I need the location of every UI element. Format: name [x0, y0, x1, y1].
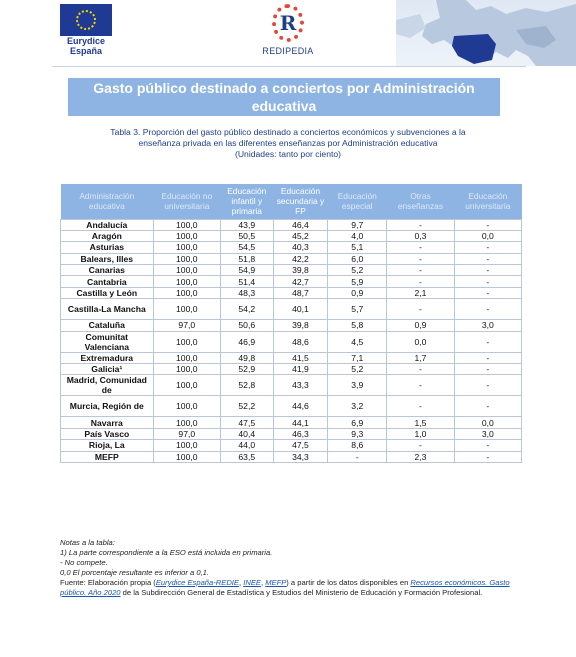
- value-cell: 47,5: [273, 440, 328, 451]
- value-cell: 40,4: [220, 428, 273, 439]
- table-row: [61, 253, 522, 264]
- value-cell: 48,7: [273, 287, 328, 298]
- section-title-banner: [68, 78, 500, 116]
- table-row: [61, 299, 522, 320]
- value-cell: 100,0: [153, 352, 220, 363]
- value-cell: 41,9: [273, 364, 328, 375]
- table-row: [61, 440, 522, 451]
- table-caption: [72, 127, 504, 160]
- table-row: [61, 265, 522, 276]
- region-cell: Murcia, Región de: [61, 396, 154, 417]
- value-cell: 100,0: [153, 253, 220, 264]
- value-cell: 100,0: [153, 417, 220, 428]
- region-cell: Galicia¹: [61, 364, 154, 375]
- link-inee[interactable]: INEE: [243, 578, 261, 587]
- value-cell: 3,2: [328, 396, 387, 417]
- table-row: [61, 396, 522, 417]
- value-cell: 0,0: [454, 417, 521, 428]
- table-row: [61, 417, 522, 428]
- value-cell: 48,3: [220, 287, 273, 298]
- table-row: [61, 352, 522, 363]
- value-cell: 6,9: [328, 417, 387, 428]
- value-cell: 100,0: [153, 287, 220, 298]
- value-cell: 100,0: [153, 242, 220, 253]
- link-recursos-economicos[interactable]: Recursos económicos. Gasto público. Año 2020: [60, 578, 510, 597]
- value-cell: -: [454, 331, 521, 352]
- value-cell: 42,2: [273, 253, 328, 264]
- value-cell: 5,8: [328, 320, 387, 331]
- value-cell: 8,6: [328, 440, 387, 451]
- value-cell: 0,9: [328, 287, 387, 298]
- value-cell: 100,0: [153, 331, 220, 352]
- table-row: [61, 331, 522, 352]
- value-cell: 97,0: [153, 428, 220, 439]
- value-cell: 0,0: [454, 230, 521, 241]
- value-cell: 1,7: [387, 352, 454, 363]
- value-cell: 1,0: [387, 428, 454, 439]
- table-row: [61, 287, 522, 298]
- value-cell: 54,5: [220, 242, 273, 253]
- value-cell: 4,5: [328, 331, 387, 352]
- value-cell: -: [454, 364, 521, 375]
- region-cell: Rioja, La: [61, 440, 154, 451]
- value-cell: 44,0: [220, 440, 273, 451]
- source-note: [60, 578, 522, 598]
- source-sep: ,: [260, 578, 266, 587]
- value-cell: -: [387, 276, 454, 287]
- value-cell: 3,0: [454, 320, 521, 331]
- value-cell: 4,0: [328, 230, 387, 241]
- value-cell: -: [454, 287, 521, 298]
- value-cell: -: [387, 219, 454, 230]
- value-cell: -: [454, 451, 521, 462]
- eurydice-country: España: [69, 46, 102, 56]
- value-cell: 54,2: [220, 299, 273, 320]
- section-title: Gasto público destinado a conciertos por Administración educativa: [93, 80, 475, 114]
- table-row: [61, 428, 522, 439]
- value-cell: 7,1: [328, 352, 387, 363]
- value-cell: 5,7: [328, 299, 387, 320]
- link-mefp[interactable]: MEFP: [265, 578, 287, 587]
- value-cell: 39,8: [273, 320, 328, 331]
- value-cell: 48,6: [273, 331, 328, 352]
- value-cell: -: [387, 375, 454, 396]
- value-cell: 100,0: [153, 219, 220, 230]
- value-cell: 43,9: [220, 219, 273, 230]
- value-cell: -: [454, 276, 521, 287]
- value-cell: 47,5: [220, 417, 273, 428]
- note-3: 0,0 El porcentaje resultante es inferior a 0,1.: [60, 568, 210, 577]
- value-cell: 100,0: [153, 299, 220, 320]
- table-row: [61, 375, 522, 396]
- value-cell: 52,8: [220, 375, 273, 396]
- expenditure-table: [60, 184, 522, 463]
- region-cell: Comunitat Valenciana: [61, 331, 154, 352]
- caption-line-2: enseñanza privada en las diferentes enseñanzas por Administración educativa: [138, 138, 438, 148]
- value-cell: 49,8: [220, 352, 273, 363]
- column-header: Educación secundaria y FP: [273, 184, 328, 219]
- value-cell: -: [454, 440, 521, 451]
- table-body: [61, 219, 522, 462]
- redipedia-badge-icon: R: [272, 4, 304, 42]
- value-cell: 46,9: [220, 331, 273, 352]
- table-row: [61, 219, 522, 230]
- column-header: Educación especial: [328, 184, 387, 219]
- column-header: Educación universitaria: [454, 184, 521, 219]
- region-cell: Castilla y León: [61, 287, 154, 298]
- value-cell: 0,0: [387, 331, 454, 352]
- value-cell: 100,0: [153, 276, 220, 287]
- value-cell: -: [454, 242, 521, 253]
- region-cell: MEFP: [61, 451, 154, 462]
- redipedia-name: REDIPEDIA: [262, 46, 314, 56]
- value-cell: 2,3: [387, 451, 454, 462]
- page-header: [0, 0, 576, 66]
- value-cell: -: [328, 451, 387, 462]
- value-cell: 3,0: [454, 428, 521, 439]
- value-cell: 100,0: [153, 440, 220, 451]
- value-cell: -: [387, 253, 454, 264]
- region-cell: Navarra: [61, 417, 154, 428]
- value-cell: 63,5: [220, 451, 273, 462]
- region-cell: Canarias: [61, 265, 154, 276]
- value-cell: -: [454, 352, 521, 363]
- region-cell: Aragón: [61, 230, 154, 241]
- table-row: [61, 230, 522, 241]
- value-cell: 45,2: [273, 230, 328, 241]
- link-eurydice-redie[interactable]: Eurydice España-REDIE: [155, 578, 239, 587]
- notes-heading: Notas a la tabla:: [60, 538, 115, 547]
- table-row: [61, 451, 522, 462]
- value-cell: 1,5: [387, 417, 454, 428]
- value-cell: 46,3: [273, 428, 328, 439]
- eurydice-logo: [56, 4, 116, 60]
- header-divider: [52, 66, 526, 67]
- table-row: [61, 276, 522, 287]
- value-cell: 51,8: [220, 253, 273, 264]
- column-header: Educación infantil y primaria: [220, 184, 273, 219]
- value-cell: 100,0: [153, 396, 220, 417]
- value-cell: 0,9: [387, 320, 454, 331]
- value-cell: 100,0: [153, 265, 220, 276]
- region-cell: Asturias: [61, 242, 154, 253]
- value-cell: -: [454, 299, 521, 320]
- value-cell: 41,5: [273, 352, 328, 363]
- value-cell: 9,3: [328, 428, 387, 439]
- value-cell: 44,1: [273, 417, 328, 428]
- table-notes: [60, 538, 522, 598]
- region-cell: Cantabria: [61, 276, 154, 287]
- value-cell: 5,9: [328, 276, 387, 287]
- region-cell: Andalucía: [61, 219, 154, 230]
- region-cell: Madrid, Comunidad de: [61, 375, 154, 396]
- table-row: [61, 242, 522, 253]
- caption-line-1: Tabla 3. Proporción del gasto público destinado a conciertos económicos y subvenciones a la: [110, 127, 466, 137]
- value-cell: 6,0: [328, 253, 387, 264]
- column-header: Otras enseñanzas: [387, 184, 454, 219]
- value-cell: 9,7: [328, 219, 387, 230]
- caption-line-3: (Unidades: tanto por ciento): [234, 149, 342, 159]
- value-cell: 5,1: [328, 242, 387, 253]
- value-cell: 100,0: [153, 230, 220, 241]
- table-row: [61, 364, 522, 375]
- source-sep: ,: [238, 578, 244, 587]
- region-cell: Cataluña: [61, 320, 154, 331]
- eu-flag-icon: [60, 4, 112, 36]
- source-mid: ) a partir de los datos disponibles en: [286, 578, 409, 587]
- value-cell: -: [387, 440, 454, 451]
- value-cell: -: [454, 253, 521, 264]
- table-row: [61, 320, 522, 331]
- region-cell: Castilla-La Mancha: [61, 299, 154, 320]
- value-cell: -: [454, 219, 521, 230]
- value-cell: -: [454, 375, 521, 396]
- note-2: - No compete.: [60, 558, 108, 567]
- value-cell: 40,1: [273, 299, 328, 320]
- value-cell: 40,3: [273, 242, 328, 253]
- value-cell: -: [387, 242, 454, 253]
- value-cell: 50,6: [220, 320, 273, 331]
- value-cell: -: [387, 364, 454, 375]
- value-cell: -: [387, 265, 454, 276]
- value-cell: 5,2: [328, 265, 387, 276]
- source-prefix: Fuente: Elaboración propia (: [60, 578, 156, 587]
- value-cell: 44,6: [273, 396, 328, 417]
- redipedia-logo: [248, 4, 328, 60]
- source-end: de la Subdirección General de Estadística y Estudios del Ministerio de Educación y Formación Profesional.: [120, 588, 483, 597]
- value-cell: 52,2: [220, 396, 273, 417]
- value-cell: 39,8: [273, 265, 328, 276]
- column-header: Administración educativa: [61, 184, 154, 219]
- eurydice-name: Eurydice: [66, 36, 106, 46]
- column-header: Educación no universitaria: [153, 184, 220, 219]
- region-cell: País Vasco: [61, 428, 154, 439]
- value-cell: 5,2: [328, 364, 387, 375]
- value-cell: 0,3: [387, 230, 454, 241]
- value-cell: 51,4: [220, 276, 273, 287]
- value-cell: 100,0: [153, 375, 220, 396]
- value-cell: 54,9: [220, 265, 273, 276]
- value-cell: 3,9: [328, 375, 387, 396]
- value-cell: -: [454, 265, 521, 276]
- value-cell: -: [387, 299, 454, 320]
- region-cell: Extremadura: [61, 352, 154, 363]
- table-header-row: [61, 184, 522, 219]
- value-cell: -: [454, 396, 521, 417]
- value-cell: 100,0: [153, 364, 220, 375]
- value-cell: 52,9: [220, 364, 273, 375]
- value-cell: 97,0: [153, 320, 220, 331]
- value-cell: 2,1: [387, 287, 454, 298]
- value-cell: 100,0: [153, 451, 220, 462]
- value-cell: 34,3: [273, 451, 328, 462]
- value-cell: -: [387, 396, 454, 417]
- europe-map-icon: [396, 0, 576, 66]
- value-cell: 50,5: [220, 230, 273, 241]
- note-1: 1) La parte correspondiente a la ESO está incluida en primaria.: [60, 548, 273, 557]
- value-cell: 43,3: [273, 375, 328, 396]
- region-cell: Balears, Illes: [61, 253, 154, 264]
- value-cell: 46,4: [273, 219, 328, 230]
- value-cell: 42,7: [273, 276, 328, 287]
